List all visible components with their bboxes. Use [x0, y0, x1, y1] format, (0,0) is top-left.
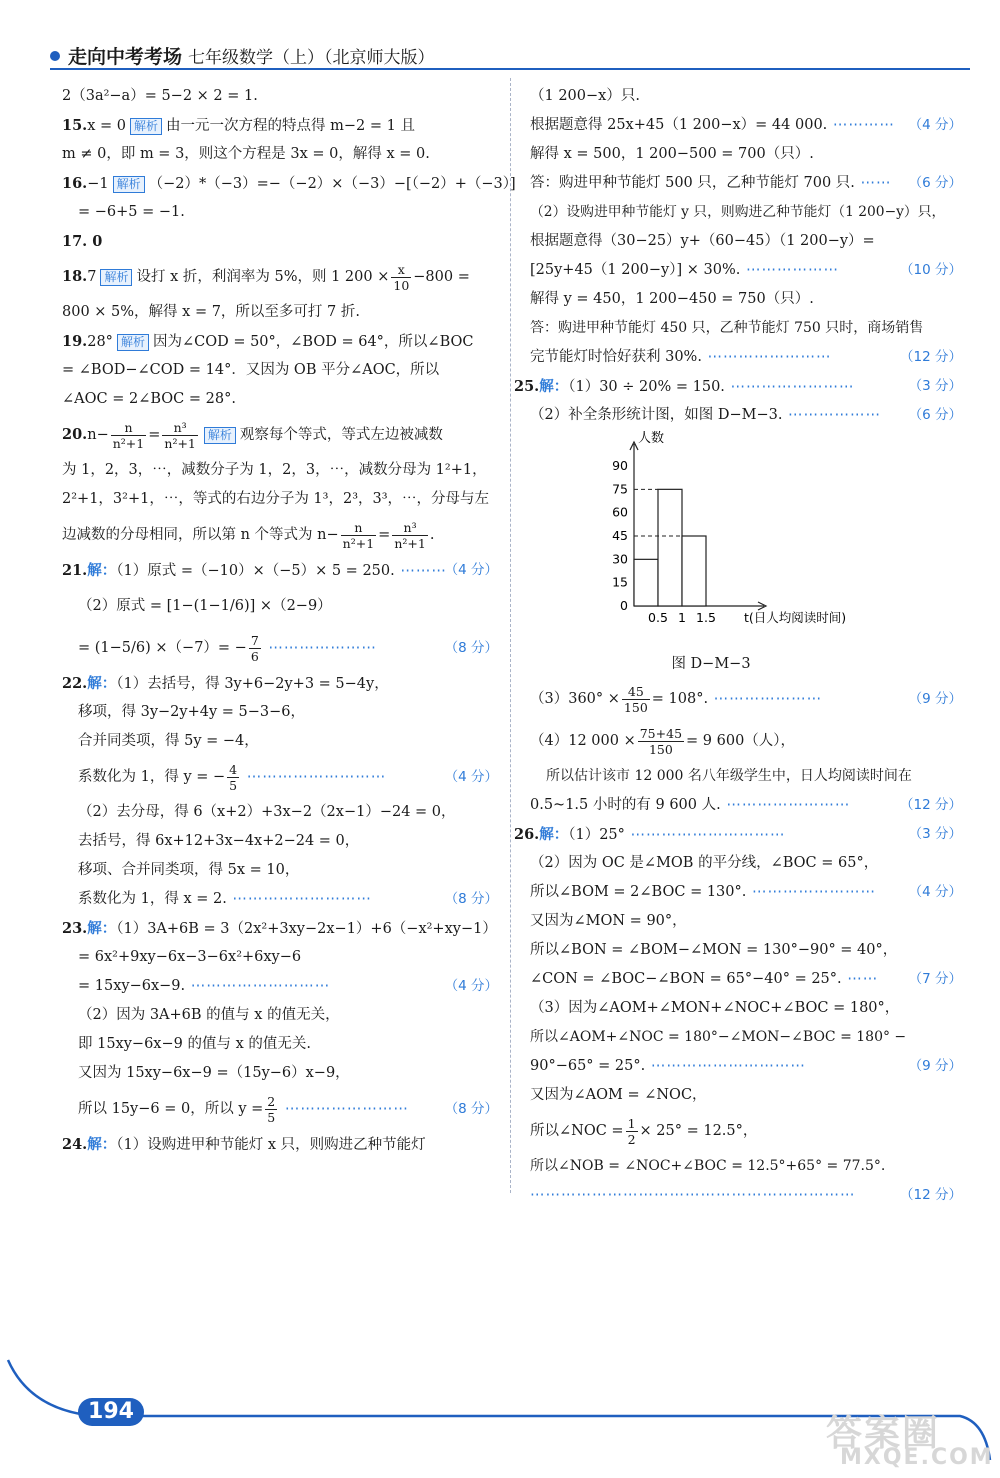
- fraction: $\frac{75+45}{150}$: [639, 725, 683, 757]
- x-tick-label: 0.5: [648, 610, 668, 625]
- score-mark: （8 分）: [444, 1101, 498, 1117]
- answer-15: 15.x = 0 解析 由一元一次方程的特点得 m−2 = 1 且: [62, 117, 415, 134]
- answer-21: 21.解：（1）原式 =（−10）×（−5）× 5 = 250. ⋯⋯⋯ （4 分）: [62, 556, 498, 585]
- jiexi-tag: 解析: [204, 427, 236, 444]
- line: 所以∠NOB = ∠NOC+∠BOC = 12.5°+65° = 77.5°.: [530, 1158, 886, 1174]
- line: 90°−65° = 25°. ⋯⋯⋯⋯⋯⋯⋯⋯⋯⋯ （9 分）: [530, 1052, 962, 1081]
- line: （2）补全条形统计图，如图 D−M−3. ⋯⋯⋯⋯⋯⋯ （6 分）: [530, 401, 962, 430]
- answer-24: 24.解：（1）设购进甲种节能灯 x 只，则购进乙种节能灯: [62, 1136, 426, 1153]
- left-column: [62, 82, 516, 1159]
- line: 2²+1，3²+1，⋯，等式的右边分子为 1³，2³，3³，⋯，分母与左: [62, 491, 490, 507]
- line: ⋯⋯⋯⋯⋯⋯⋯⋯⋯⋯⋯⋯⋯⋯⋯⋯⋯⋯⋯⋯⋯ （12 分）: [530, 1181, 962, 1210]
- jiexi-tag: 解析: [100, 269, 132, 286]
- line: （2）去分母，得 6（x+2）+3x−2（2x−1）−24 = 0，: [78, 804, 456, 820]
- answer-19: 19.28° 解析 因为∠COD = 50°，∠BOD = 64°，所以∠BOC: [62, 333, 474, 350]
- jiexi-tag: 解析: [130, 118, 162, 135]
- line: 所以∠NOC = $\frac{1}{2}$ × 25° = 12.5°，: [530, 1115, 758, 1147]
- score-mark: （8 分）: [444, 640, 498, 656]
- line: （2）因为 OC 是∠MOB 的平分线，∠BOC = 65°，: [530, 855, 879, 871]
- line: 所以∠AOM+∠NOC = 180°−∠MON−∠BOC = 180° −: [530, 1029, 907, 1045]
- line: （3）360° × $\frac{45}{150}$ = 108°. ⋯⋯⋯⋯⋯⋯⋯ （9 分）: [530, 678, 962, 720]
- line: 边减数的分母相同，所以第 n 个等式为 n− $\frac{n}{\text{n²+1}}$ = $\frac{\text{n³}}{\text{n²+1}}$ .: [62, 519, 435, 551]
- figure-caption: 图 D−M−3: [671, 656, 751, 672]
- score-mark: （7 分）: [908, 971, 962, 987]
- right-column: [514, 82, 962, 1210]
- y-tick-label: 75: [612, 481, 628, 497]
- page-header: [50, 40, 970, 70]
- x-tick-label: 1: [678, 610, 686, 625]
- line: 完节能灯时恰好获利 30%. ⋯⋯⋯⋯⋯⋯⋯⋯ （12 分）: [530, 343, 962, 372]
- line: 为 1，2，3，⋯，减数分子为 1，2，3，⋯，减数分母为 1²+1，: [62, 462, 487, 478]
- page-number: 194: [78, 1398, 144, 1426]
- fraction: $\frac{n}{\text{n²+1}}$: [342, 519, 375, 551]
- line: 移项、合并同类项，得 5x = 10，: [78, 862, 300, 878]
- bar: [658, 489, 682, 606]
- line: 根据题意得 25x+45（1 200−x）= 44 000. ⋯⋯⋯⋯ （4 分）: [530, 111, 962, 140]
- line: = 6x²+9xy−6x−3−6x²+6xy−6: [78, 949, 302, 965]
- line: 所以 15y−6 = 0，所以 y = $\frac{2}{5}$ ⋯⋯⋯⋯⋯⋯⋯⋯ （8 分）: [62, 1088, 498, 1130]
- line: 又因为∠AOM = ∠NOC，: [530, 1087, 707, 1103]
- line: 移项，得 3y−2y+4y = 5−3−6，: [78, 704, 306, 720]
- line: 合并同类项，得 5y = −4，: [78, 733, 259, 749]
- x-tick-label: 1.5: [696, 610, 716, 625]
- fraction: $\frac{n}{\text{n²+1}}$: [112, 419, 145, 451]
- answer-20: 20.n− $\frac{n}{\text{n²+1}}$ = $\frac{\text{n³}}{\text{n²+1}}$ 解析 观察每个等式，等式左边被减数: [62, 419, 443, 451]
- y-tick-label: 60: [612, 504, 628, 520]
- fraction: $\frac{x}{10}$: [393, 261, 410, 293]
- score-mark: （4 分）: [444, 562, 498, 578]
- watermark-logo: 答案圈 MXQE.COM: [826, 1413, 994, 1470]
- fraction: $\frac{\text{n³}}{\text{n²+1}}$: [164, 419, 196, 451]
- line: 0.5~1.5 小时的有 9 600 人. ⋯⋯⋯⋯⋯⋯⋯⋯ （12 分）: [530, 791, 962, 820]
- score-mark: （6 分）: [908, 175, 962, 191]
- score-mark: （4 分）: [908, 884, 962, 900]
- line: （2）因为 3A+6B 的值与 x 的值无关，: [78, 1007, 340, 1023]
- line: ∠AOC = 2∠BOC = 28°.: [62, 391, 236, 407]
- book-title: 走向中考考场 七年级数学（上）（北京师大版）: [68, 46, 435, 68]
- line: （3）因为∠AOM+∠MON+∠NOC+∠BOC = 180°，: [530, 1000, 900, 1016]
- line: （2）设购进甲种节能灯 y 只，则购进乙种节能灯（1 200−y）只，: [530, 204, 946, 220]
- score-mark: （3 分）: [908, 826, 962, 842]
- fraction: $\frac{45}{150}$: [623, 683, 648, 715]
- y-tick-label: 90: [612, 458, 628, 473]
- line: （2）原式 = [1−(1−1/6)] ×（2−9）: [78, 598, 332, 614]
- score-mark: （4 分）: [444, 769, 498, 785]
- fraction: $\frac{1}{2}$: [627, 1115, 636, 1147]
- line: 即 15xy−6x−9 的值与 x 的值无关.: [78, 1036, 311, 1052]
- line: 又因为 15xy−6x−9 =（15y−6）x−9，: [78, 1065, 350, 1081]
- jiexi-tag: 解析: [113, 176, 145, 193]
- score-mark: （4 分）: [908, 117, 962, 133]
- score-mark: （12 分）: [900, 349, 962, 365]
- y-tick-label: 45: [612, 528, 628, 543]
- line: = ∠BOD−∠COD = 14°．又因为 OB 平分∠AOC，所以: [62, 362, 440, 378]
- score-mark: （12 分）: [900, 797, 962, 813]
- x-axis-label: t(日人均阅读时间): [744, 610, 847, 625]
- y-tick-label: 0: [620, 598, 628, 613]
- line: = 15xy−6x−9. ⋯⋯⋯⋯⋯⋯⋯⋯⋯ （4 分）: [62, 972, 498, 1001]
- line: 又因为∠MON = 90°，: [530, 913, 687, 929]
- line: 答：购进甲种节能灯 500 只，乙种节能灯 700 只. ⋯⋯ （6 分）: [530, 169, 962, 198]
- score-mark: （9 分）: [908, 1058, 962, 1074]
- answer-18: 18.7 解析 设打 x 折，利润率为 5%，则 1 200 × $\frac{x}{10}$ −800 =: [62, 261, 470, 293]
- answer-16: 16.−1 解析 （−2）*（−3）=−（−2）×（−3）−[（−2）+（−3）]: [62, 175, 516, 192]
- header-rule: [50, 68, 970, 70]
- line: 系数化为 1，得 y = − $\frac{4}{5}$ ⋯⋯⋯⋯⋯⋯⋯⋯⋯ （4 分）: [62, 756, 498, 798]
- answer-26: 26.解：（1）25° ⋯⋯⋯⋯⋯⋯⋯⋯⋯⋯ （3 分）: [514, 820, 962, 849]
- y-tick-label: 30: [612, 551, 628, 567]
- line: （1 200−x）只.: [530, 88, 640, 104]
- line: 所以估计该市 12 000 名八年级学生中，日人均阅读时间在: [546, 768, 912, 784]
- line: （4）12 000 × $\frac{75+45}{150}$ = 9 600（人），: [530, 725, 796, 757]
- line: 所以∠BON = ∠BOM−∠MON = 130°−90° = 40°，: [530, 942, 898, 958]
- line: 答：购进甲种节能灯 450 只，乙种节能灯 750 只时，商场销售: [530, 320, 924, 336]
- bar: [682, 536, 706, 606]
- bar-chart: [530, 430, 962, 650]
- line: 根据题意得（30−25）y+（60−45）（1 200−y）=: [530, 233, 875, 249]
- line: = −6+5 = −1.: [78, 204, 185, 220]
- line: 800 × 5%，解得 x = 7，所以至多可打 7 折.: [62, 304, 360, 320]
- line: m ≠ 0，即 m = 3，则这个方程是 3x = 0，解得 x = 0.: [62, 146, 430, 162]
- fraction: $\frac{4}{5}$: [229, 761, 238, 793]
- fraction: $\frac{\text{n³}}{\text{n²+1}}$: [394, 519, 426, 551]
- bullet-icon: [50, 51, 60, 61]
- bar: [634, 559, 658, 606]
- score-mark: （9 分）: [908, 691, 962, 707]
- column-divider: [510, 78, 511, 1193]
- line: 解得 y = 450，1 200−450 = 750（只）.: [530, 291, 814, 307]
- line: 解得 x = 500，1 200−500 = 700（只）.: [530, 146, 814, 162]
- line: 2（3a²−a）= 5−2 × 2 = 1.: [62, 88, 258, 104]
- score-mark: （8 分）: [444, 891, 498, 907]
- score-mark: （12 分）: [900, 1187, 962, 1203]
- y-axis-label: 人数: [638, 431, 665, 446]
- jiexi-tag: 解析: [117, 334, 149, 351]
- line: 所以∠BOM = 2∠BOC = 130°. ⋯⋯⋯⋯⋯⋯⋯⋯ （4 分）: [530, 878, 962, 907]
- fraction: $\frac{7}{6}$: [250, 632, 259, 664]
- line: = (1−5/6) ×（−7）= − $\frac{7}{6}$ ⋯⋯⋯⋯⋯⋯⋯ （8 分）: [62, 627, 498, 669]
- score-mark: （10 分）: [900, 262, 962, 278]
- line: ∠CON = ∠BOC−∠BON = 65°−40° = 25°. ⋯⋯ （7 分）: [530, 965, 962, 994]
- score-mark: （4 分）: [444, 978, 498, 994]
- y-tick-label: 15: [612, 574, 628, 590]
- line: 系数化为 1，得 x = 2. ⋯⋯⋯⋯⋯⋯⋯⋯⋯ （8 分）: [62, 885, 498, 914]
- score-mark: （3 分）: [908, 378, 962, 394]
- answer-17: 17. 0: [62, 233, 103, 250]
- answer-25: 25.解：（1）30 ÷ 20% = 150. ⋯⋯⋯⋯⋯⋯⋯⋯ （3 分）: [514, 372, 962, 401]
- fraction: $\frac{2}{5}$: [267, 1093, 276, 1125]
- score-mark: （6 分）: [908, 407, 962, 423]
- answer-22: 22.解：（1）去括号，得 3y+6−2y+3 = 5−4y，: [62, 675, 389, 692]
- line: 去括号，得 6x+12+3x−4x+2−24 = 0，: [78, 833, 360, 849]
- bar-chart-svg: [590, 430, 890, 642]
- line: [25y+45（1 200−y）] × 30%. ⋯⋯⋯⋯⋯⋯ （10 分）: [530, 256, 962, 285]
- answer-23: 23.解：（1）3A+6B = 3（2x²+3xy−2x−1）+6（−x²+xy−1）: [62, 920, 497, 937]
